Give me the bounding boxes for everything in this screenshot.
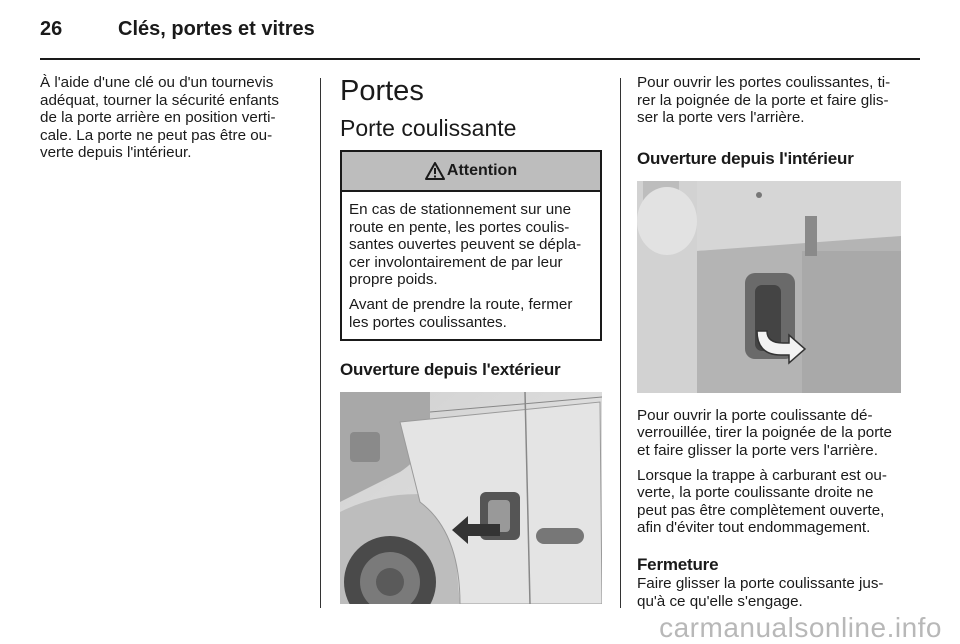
warning-title: Attention [446, 162, 518, 179]
exterior-opening-heading: Ouverture depuis l'extérieur [340, 360, 561, 380]
child-lock-paragraph: À l'aide d'une clé ou d'un tournevis adéquat, tourner la sécurité enfants de la porte arrière en position verticale. La porte ne peut pas être ouverte depuis l'intérieur. [40, 74, 279, 162]
warning-header [342, 152, 600, 192]
warning-body [342, 192, 600, 339]
interior-paragraph-2: Lorsque la trappe à carburant est ouverte, la porte coulissante droite ne peut pas être complètement ouverte, afin d'éviter tout endommagement. [637, 466, 887, 537]
closing-paragraph: Faire glisser la porte coulissante jusqu'à ce qu'elle s'engage. [637, 574, 884, 610]
column-right [637, 74, 901, 610]
subsection-title: Porte coulissante [340, 115, 517, 141]
column-divider-2 [620, 78, 621, 608]
warning-triangle-icon [425, 162, 445, 180]
sliding-door-open-paragraph: Pour ouvrir les portes coulissantes, tirer la poignée de la porte et faire glisser la porte vers l'arrière. [637, 74, 891, 127]
watermark: carmanualsonline.info [659, 612, 942, 643]
warning-box [340, 150, 602, 341]
exterior-handle-illustration [340, 392, 602, 604]
warning-paragraph-2: Avant de prendre la route, fermer les portes coulissantes. [349, 295, 573, 331]
closing-heading: Fermeture [637, 554, 719, 574]
warning-paragraph-1: En cas de stationnement sur une route en pente, les portes coulissantes ouvertes peuvent se déplacer involontairement de par leur propre poids. [349, 201, 582, 289]
interior-paragraph-1: Pour ouvrir la porte coulissante déverrouillée, tirer la poignée de la porte et faire glisser la porte vers l'arrière. [637, 406, 892, 459]
column-middle [340, 74, 602, 604]
chapter-title: Clés, portes et vitres [118, 18, 315, 40]
page-header [40, 18, 920, 46]
header-rule [40, 58, 920, 60]
interior-handle-illustration [637, 181, 901, 393]
section-title: Portes [340, 75, 424, 107]
column-left [40, 74, 295, 162]
interior-opening-heading: Ouverture depuis l'intérieur [637, 148, 854, 168]
column-divider-1 [320, 78, 321, 608]
page-number: 26 [40, 18, 63, 40]
